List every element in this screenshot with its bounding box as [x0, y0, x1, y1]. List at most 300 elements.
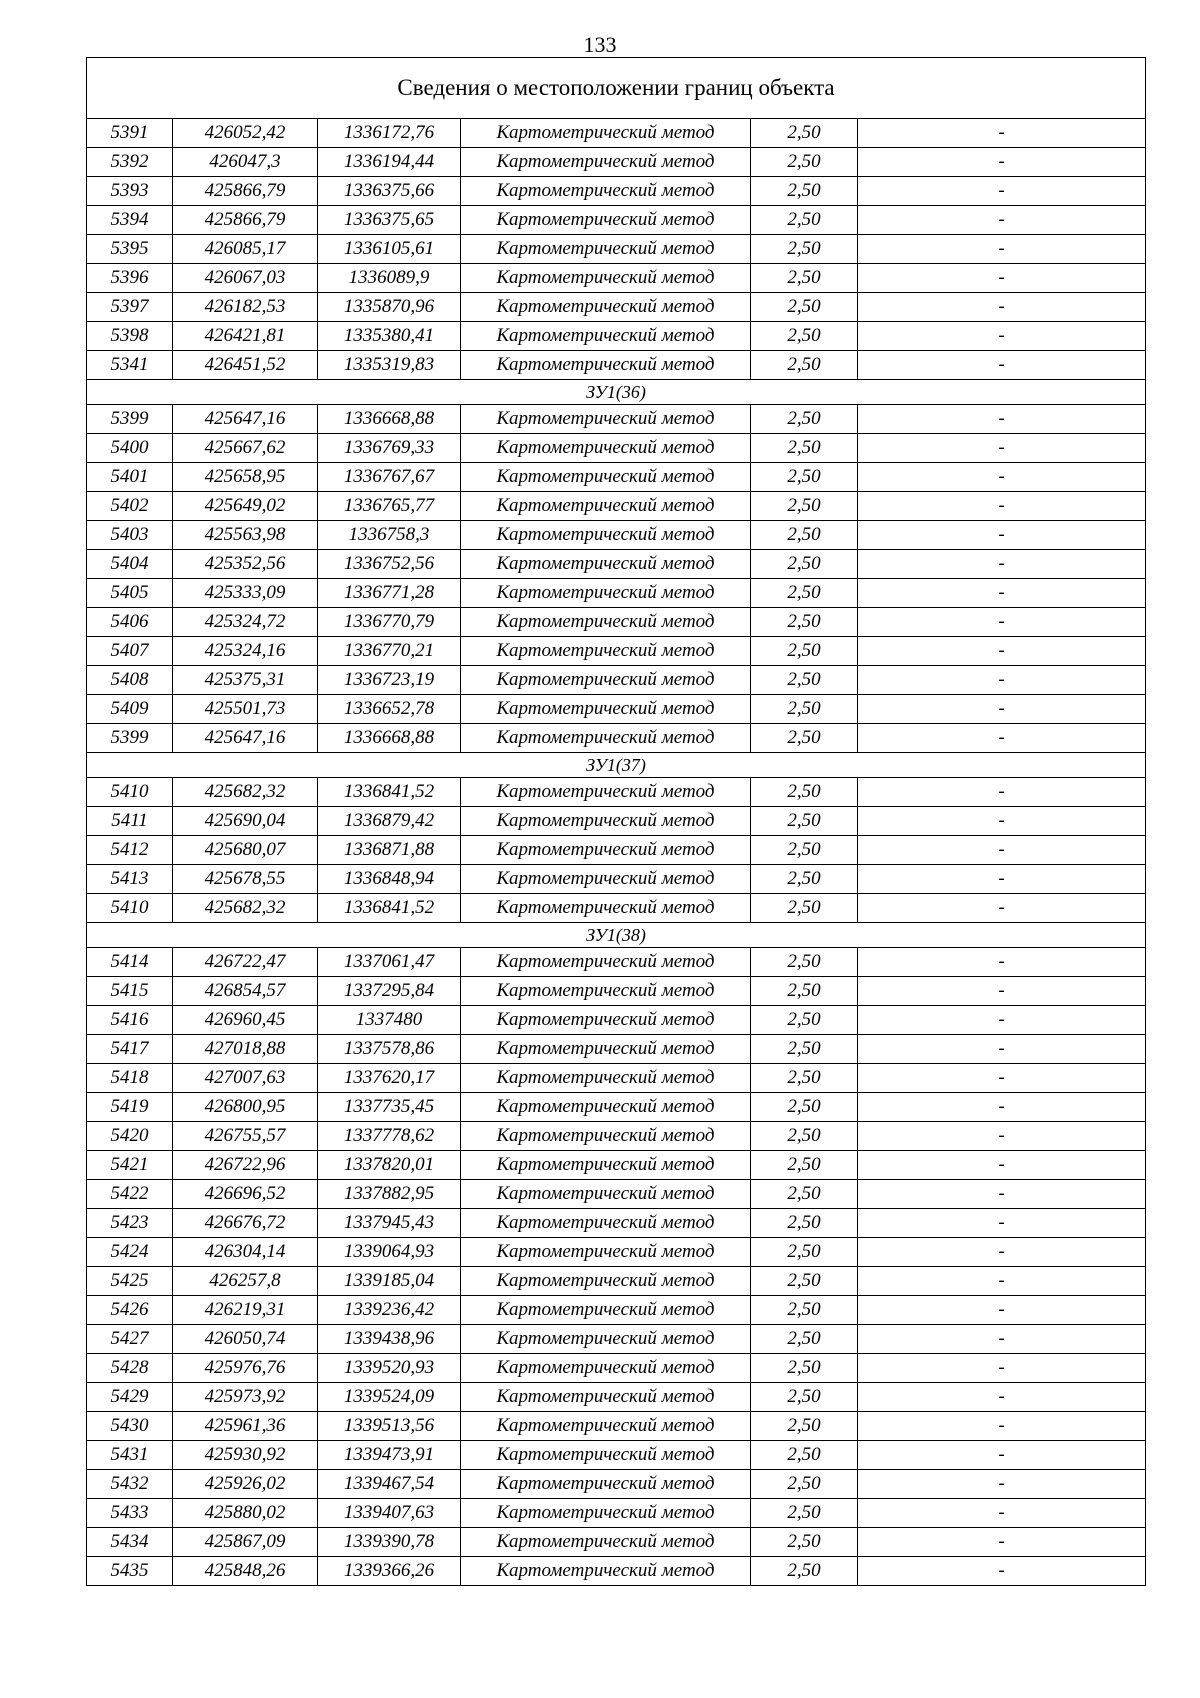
method-cell: Картометрический метод — [461, 1209, 751, 1238]
y-coordinate-cell: 1336375,66 — [318, 177, 461, 206]
accuracy-cell: 2,50 — [751, 463, 858, 492]
table-row — [87, 148, 1146, 177]
description-cell: - — [858, 177, 1146, 206]
section-label-row — [87, 923, 1146, 948]
page-number: 133 — [583, 32, 617, 57]
point-number-cell: 5428 — [87, 1354, 173, 1383]
method-cell: Картометрический метод — [461, 177, 751, 206]
description-cell: - — [858, 1093, 1146, 1122]
y-coordinate-cell: 1336769,33 — [318, 434, 461, 463]
point-number-cell: 5430 — [87, 1412, 173, 1441]
description-cell: - — [858, 1122, 1146, 1151]
table-row — [87, 1325, 1146, 1354]
point-number-cell: 5391 — [87, 119, 173, 148]
accuracy-cell: 2,50 — [751, 206, 858, 235]
description-cell: - — [858, 1499, 1146, 1528]
method-cell: Картометрический метод — [461, 1093, 751, 1122]
method-cell: Картометрический метод — [461, 1557, 751, 1586]
point-number-cell: 5408 — [87, 666, 173, 695]
accuracy-cell: 2,50 — [751, 492, 858, 521]
x-coordinate-cell: 426800,95 — [173, 1093, 318, 1122]
description-cell: - — [858, 1325, 1146, 1354]
y-coordinate-cell: 1336105,61 — [318, 235, 461, 264]
accuracy-cell: 2,50 — [751, 521, 858, 550]
method-cell: Картометрический метод — [461, 579, 751, 608]
method-cell: Картометрический метод — [461, 1122, 751, 1151]
method-cell: Картометрический метод — [461, 1383, 751, 1412]
table-row — [87, 1064, 1146, 1093]
accuracy-cell: 2,50 — [751, 637, 858, 666]
point-number-cell: 5431 — [87, 1441, 173, 1470]
section-label: ЗУ1(38) — [87, 923, 1146, 948]
table-row — [87, 865, 1146, 894]
x-coordinate-cell: 425682,32 — [173, 894, 318, 923]
accuracy-cell: 2,50 — [751, 894, 858, 923]
y-coordinate-cell: 1336172,76 — [318, 119, 461, 148]
description-cell: - — [858, 948, 1146, 977]
x-coordinate-cell: 426696,52 — [173, 1180, 318, 1209]
description-cell: - — [858, 637, 1146, 666]
y-coordinate-cell: 1336652,78 — [318, 695, 461, 724]
y-coordinate-cell: 1336723,19 — [318, 666, 461, 695]
description-cell: - — [858, 894, 1146, 923]
point-number-cell: 5409 — [87, 695, 173, 724]
point-number-cell: 5393 — [87, 177, 173, 206]
point-number-cell: 5423 — [87, 1209, 173, 1238]
accuracy-cell: 2,50 — [751, 579, 858, 608]
point-number-cell: 5410 — [87, 778, 173, 807]
table-row — [87, 695, 1146, 724]
method-cell: Картометрический метод — [461, 1354, 751, 1383]
description-cell: - — [858, 1354, 1146, 1383]
x-coordinate-cell: 425930,92 — [173, 1441, 318, 1470]
y-coordinate-cell: 1335319,83 — [318, 351, 461, 380]
point-number-cell: 5394 — [87, 206, 173, 235]
x-coordinate-cell: 425866,79 — [173, 177, 318, 206]
x-coordinate-cell: 425324,72 — [173, 608, 318, 637]
description-cell: - — [858, 264, 1146, 293]
description-cell: - — [858, 148, 1146, 177]
y-coordinate-cell: 1337778,62 — [318, 1122, 461, 1151]
accuracy-cell: 2,50 — [751, 608, 858, 637]
accuracy-cell: 2,50 — [751, 322, 858, 351]
point-number-cell: 5421 — [87, 1151, 173, 1180]
x-coordinate-cell: 426451,52 — [173, 351, 318, 380]
y-coordinate-cell: 1336765,77 — [318, 492, 461, 521]
y-coordinate-cell: 1337735,45 — [318, 1093, 461, 1122]
description-cell: - — [858, 463, 1146, 492]
description-cell: - — [858, 293, 1146, 322]
point-number-cell: 5419 — [87, 1093, 173, 1122]
table-row — [87, 293, 1146, 322]
table-row — [87, 948, 1146, 977]
method-cell: Картометрический метод — [461, 463, 751, 492]
x-coordinate-cell: 425649,02 — [173, 492, 318, 521]
accuracy-cell: 2,50 — [751, 977, 858, 1006]
method-cell: Картометрический метод — [461, 264, 751, 293]
table-row — [87, 1267, 1146, 1296]
accuracy-cell: 2,50 — [751, 264, 858, 293]
y-coordinate-cell: 1336668,88 — [318, 724, 461, 753]
table-row — [87, 1035, 1146, 1064]
table-row — [87, 778, 1146, 807]
x-coordinate-cell: 425682,32 — [173, 778, 318, 807]
y-coordinate-cell: 1336770,79 — [318, 608, 461, 637]
table-row — [87, 1383, 1146, 1412]
y-coordinate-cell: 1339185,04 — [318, 1267, 461, 1296]
y-coordinate-cell: 1339390,78 — [318, 1528, 461, 1557]
description-cell: - — [858, 351, 1146, 380]
point-number-cell: 5422 — [87, 1180, 173, 1209]
accuracy-cell: 2,50 — [751, 778, 858, 807]
y-coordinate-cell: 1339438,96 — [318, 1325, 461, 1354]
method-cell: Картометрический метод — [461, 1470, 751, 1499]
y-coordinate-cell: 1336771,28 — [318, 579, 461, 608]
description-cell: - — [858, 1383, 1146, 1412]
method-cell: Картометрический метод — [461, 521, 751, 550]
table-row — [87, 1528, 1146, 1557]
table-row — [87, 322, 1146, 351]
x-coordinate-cell: 425961,36 — [173, 1412, 318, 1441]
accuracy-cell: 2,50 — [751, 550, 858, 579]
accuracy-cell: 2,50 — [751, 1470, 858, 1499]
accuracy-cell: 2,50 — [751, 1412, 858, 1441]
description-cell: - — [858, 521, 1146, 550]
point-number-cell: 5401 — [87, 463, 173, 492]
method-cell: Картометрический метод — [461, 1296, 751, 1325]
x-coordinate-cell: 425658,95 — [173, 463, 318, 492]
x-coordinate-cell: 425678,55 — [173, 865, 318, 894]
table-row — [87, 836, 1146, 865]
point-number-cell: 5426 — [87, 1296, 173, 1325]
accuracy-cell: 2,50 — [751, 1383, 858, 1412]
method-cell: Картометрический метод — [461, 608, 751, 637]
method-cell: Картометрический метод — [461, 1151, 751, 1180]
accuracy-cell: 2,50 — [751, 434, 858, 463]
description-cell: - — [858, 1006, 1146, 1035]
accuracy-cell: 2,50 — [751, 405, 858, 434]
table-row — [87, 977, 1146, 1006]
description-cell: - — [858, 977, 1146, 1006]
y-coordinate-cell: 1336752,56 — [318, 550, 461, 579]
table-row — [87, 1354, 1146, 1383]
x-coordinate-cell: 425333,09 — [173, 579, 318, 608]
table-row — [87, 1470, 1146, 1499]
accuracy-cell: 2,50 — [751, 1441, 858, 1470]
method-cell: Картометрический метод — [461, 550, 751, 579]
x-coordinate-cell: 427018,88 — [173, 1035, 318, 1064]
accuracy-cell: 2,50 — [751, 1122, 858, 1151]
table-row — [87, 1499, 1146, 1528]
table-row — [87, 579, 1146, 608]
x-coordinate-cell: 426854,57 — [173, 977, 318, 1006]
point-number-cell: 5405 — [87, 579, 173, 608]
x-coordinate-cell: 425926,02 — [173, 1470, 318, 1499]
x-coordinate-cell: 427007,63 — [173, 1064, 318, 1093]
accuracy-cell: 2,50 — [751, 293, 858, 322]
method-cell: Картометрический метод — [461, 977, 751, 1006]
accuracy-cell: 2,50 — [751, 1035, 858, 1064]
method-cell: Картометрический метод — [461, 666, 751, 695]
x-coordinate-cell: 426676,72 — [173, 1209, 318, 1238]
accuracy-cell: 2,50 — [751, 119, 858, 148]
description-cell: - — [858, 1528, 1146, 1557]
y-coordinate-cell: 1339513,56 — [318, 1412, 461, 1441]
method-cell: Картометрический метод — [461, 293, 751, 322]
table-row — [87, 608, 1146, 637]
y-coordinate-cell: 1336767,67 — [318, 463, 461, 492]
x-coordinate-cell: 425375,31 — [173, 666, 318, 695]
accuracy-cell: 2,50 — [751, 1151, 858, 1180]
y-coordinate-cell: 1337820,01 — [318, 1151, 461, 1180]
accuracy-cell: 2,50 — [751, 1267, 858, 1296]
table-row — [87, 177, 1146, 206]
method-cell: Картометрический метод — [461, 1006, 751, 1035]
method-cell: Картометрический метод — [461, 894, 751, 923]
description-cell: - — [858, 1035, 1146, 1064]
point-number-cell: 5429 — [87, 1383, 173, 1412]
y-coordinate-cell: 1337480 — [318, 1006, 461, 1035]
x-coordinate-cell: 425667,62 — [173, 434, 318, 463]
point-number-cell: 5398 — [87, 322, 173, 351]
description-cell: - — [858, 1412, 1146, 1441]
method-cell: Картометрический метод — [461, 1267, 751, 1296]
accuracy-cell: 2,50 — [751, 948, 858, 977]
table-row — [87, 1093, 1146, 1122]
point-number-cell: 5410 — [87, 894, 173, 923]
table-row — [87, 492, 1146, 521]
table-row — [87, 351, 1146, 380]
y-coordinate-cell: 1336375,65 — [318, 206, 461, 235]
table-row — [87, 1006, 1146, 1035]
accuracy-cell: 2,50 — [751, 148, 858, 177]
y-coordinate-cell: 1337578,86 — [318, 1035, 461, 1064]
y-coordinate-cell: 1336770,21 — [318, 637, 461, 666]
point-number-cell: 5435 — [87, 1557, 173, 1586]
y-coordinate-cell: 1337620,17 — [318, 1064, 461, 1093]
point-number-cell: 5434 — [87, 1528, 173, 1557]
point-number-cell: 5407 — [87, 637, 173, 666]
table-title-row — [87, 58, 1146, 119]
point-number-cell: 5427 — [87, 1325, 173, 1354]
point-number-cell: 5425 — [87, 1267, 173, 1296]
y-coordinate-cell: 1336668,88 — [318, 405, 461, 434]
point-number-cell: 5341 — [87, 351, 173, 380]
table-row — [87, 724, 1146, 753]
table-body — [87, 58, 1146, 1586]
y-coordinate-cell: 1337295,84 — [318, 977, 461, 1006]
accuracy-cell: 2,50 — [751, 1209, 858, 1238]
point-number-cell: 5412 — [87, 836, 173, 865]
y-coordinate-cell: 1339473,91 — [318, 1441, 461, 1470]
point-number-cell: 5432 — [87, 1470, 173, 1499]
description-cell: - — [858, 1064, 1146, 1093]
method-cell: Картометрический метод — [461, 434, 751, 463]
table-row — [87, 119, 1146, 148]
y-coordinate-cell: 1336841,52 — [318, 778, 461, 807]
table-title: Сведения о местоположении границ объекта — [87, 58, 1146, 119]
description-cell: - — [858, 235, 1146, 264]
y-coordinate-cell: 1336841,52 — [318, 894, 461, 923]
point-number-cell: 5395 — [87, 235, 173, 264]
point-number-cell: 5417 — [87, 1035, 173, 1064]
accuracy-cell: 2,50 — [751, 1557, 858, 1586]
point-number-cell: 5413 — [87, 865, 173, 894]
x-coordinate-cell: 425501,73 — [173, 695, 318, 724]
table-row — [87, 807, 1146, 836]
description-cell: - — [858, 119, 1146, 148]
description-cell: - — [858, 492, 1146, 521]
y-coordinate-cell: 1339467,54 — [318, 1470, 461, 1499]
table-row — [87, 405, 1146, 434]
x-coordinate-cell: 426219,31 — [173, 1296, 318, 1325]
x-coordinate-cell: 425563,98 — [173, 521, 318, 550]
y-coordinate-cell: 1335870,96 — [318, 293, 461, 322]
table-row — [87, 894, 1146, 923]
table-row — [87, 1441, 1146, 1470]
accuracy-cell: 2,50 — [751, 865, 858, 894]
method-cell: Картометрический метод — [461, 492, 751, 521]
method-cell: Картометрический метод — [461, 1441, 751, 1470]
y-coordinate-cell: 1336848,94 — [318, 865, 461, 894]
y-coordinate-cell: 1339366,26 — [318, 1557, 461, 1586]
point-number-cell: 5397 — [87, 293, 173, 322]
table-row — [87, 1209, 1146, 1238]
method-cell: Картометрический метод — [461, 1499, 751, 1528]
y-coordinate-cell: 1336758,3 — [318, 521, 461, 550]
table-row — [87, 1122, 1146, 1151]
x-coordinate-cell: 425880,02 — [173, 1499, 318, 1528]
x-coordinate-cell: 426085,17 — [173, 235, 318, 264]
x-coordinate-cell: 425352,56 — [173, 550, 318, 579]
accuracy-cell: 2,50 — [751, 1180, 858, 1209]
description-cell: - — [858, 666, 1146, 695]
accuracy-cell: 2,50 — [751, 235, 858, 264]
x-coordinate-cell: 425866,79 — [173, 206, 318, 235]
table-row — [87, 666, 1146, 695]
table-row — [87, 1238, 1146, 1267]
x-coordinate-cell: 425973,92 — [173, 1383, 318, 1412]
description-cell: - — [858, 1470, 1146, 1499]
table-row — [87, 550, 1146, 579]
method-cell: Картометрический метод — [461, 1528, 751, 1557]
method-cell: Картометрический метод — [461, 1238, 751, 1267]
accuracy-cell: 2,50 — [751, 807, 858, 836]
method-cell: Картометрический метод — [461, 807, 751, 836]
method-cell: Картометрический метод — [461, 1325, 751, 1354]
x-coordinate-cell: 425867,09 — [173, 1528, 318, 1557]
point-number-cell: 5433 — [87, 1499, 173, 1528]
y-coordinate-cell: 1336871,88 — [318, 836, 461, 865]
y-coordinate-cell: 1337945,43 — [318, 1209, 461, 1238]
accuracy-cell: 2,50 — [751, 836, 858, 865]
x-coordinate-cell: 426960,45 — [173, 1006, 318, 1035]
section-label: ЗУ1(36) — [87, 380, 1146, 405]
method-cell: Картометрический метод — [461, 148, 751, 177]
x-coordinate-cell: 425647,16 — [173, 724, 318, 753]
description-cell: - — [858, 807, 1146, 836]
method-cell: Картометрический метод — [461, 119, 751, 148]
y-coordinate-cell: 1339407,63 — [318, 1499, 461, 1528]
point-number-cell: 5415 — [87, 977, 173, 1006]
x-coordinate-cell: 425976,76 — [173, 1354, 318, 1383]
description-cell: - — [858, 695, 1146, 724]
section-label-row — [87, 753, 1146, 778]
table-row — [87, 434, 1146, 463]
x-coordinate-cell: 425324,16 — [173, 637, 318, 666]
description-cell: - — [858, 1180, 1146, 1209]
x-coordinate-cell: 426052,42 — [173, 119, 318, 148]
point-number-cell: 5416 — [87, 1006, 173, 1035]
description-cell: - — [858, 1441, 1146, 1470]
x-coordinate-cell: 425690,04 — [173, 807, 318, 836]
accuracy-cell: 2,50 — [751, 1354, 858, 1383]
x-coordinate-cell: 426047,3 — [173, 148, 318, 177]
x-coordinate-cell: 426421,81 — [173, 322, 318, 351]
accuracy-cell: 2,50 — [751, 1238, 858, 1267]
description-cell: - — [858, 405, 1146, 434]
description-cell: - — [858, 778, 1146, 807]
description-cell: - — [858, 206, 1146, 235]
y-coordinate-cell: 1339524,09 — [318, 1383, 461, 1412]
method-cell: Картометрический метод — [461, 1035, 751, 1064]
y-coordinate-cell: 1336879,42 — [318, 807, 461, 836]
point-number-cell: 5400 — [87, 434, 173, 463]
description-cell: - — [858, 322, 1146, 351]
method-cell: Картометрический метод — [461, 948, 751, 977]
boundary-table — [86, 57, 1146, 1586]
accuracy-cell: 2,50 — [751, 1499, 858, 1528]
x-coordinate-cell: 426722,96 — [173, 1151, 318, 1180]
point-number-cell: 5406 — [87, 608, 173, 637]
point-number-cell: 5396 — [87, 264, 173, 293]
section-label-row — [87, 380, 1146, 405]
description-cell: - — [858, 608, 1146, 637]
accuracy-cell: 2,50 — [751, 1093, 858, 1122]
accuracy-cell: 2,50 — [751, 1528, 858, 1557]
point-number-cell: 5399 — [87, 405, 173, 434]
y-coordinate-cell: 1337882,95 — [318, 1180, 461, 1209]
table-row — [87, 521, 1146, 550]
description-cell: - — [858, 1151, 1146, 1180]
point-number-cell: 5392 — [87, 148, 173, 177]
method-cell: Картометрический метод — [461, 1180, 751, 1209]
accuracy-cell: 2,50 — [751, 1296, 858, 1325]
method-cell: Картометрический метод — [461, 865, 751, 894]
point-number-cell: 5418 — [87, 1064, 173, 1093]
description-cell: - — [858, 1296, 1146, 1325]
table-row — [87, 463, 1146, 492]
y-coordinate-cell: 1339236,42 — [318, 1296, 461, 1325]
description-cell: - — [858, 1238, 1146, 1267]
description-cell: - — [858, 1267, 1146, 1296]
method-cell: Картометрический метод — [461, 778, 751, 807]
method-cell: Картометрический метод — [461, 695, 751, 724]
table-row — [87, 1296, 1146, 1325]
description-cell: - — [858, 724, 1146, 753]
y-coordinate-cell: 1336089,9 — [318, 264, 461, 293]
method-cell: Картометрический метод — [461, 1064, 751, 1093]
x-coordinate-cell: 426050,74 — [173, 1325, 318, 1354]
accuracy-cell: 2,50 — [751, 1006, 858, 1035]
x-coordinate-cell: 426755,57 — [173, 1122, 318, 1151]
point-number-cell: 5402 — [87, 492, 173, 521]
table-row — [87, 264, 1146, 293]
table-row — [87, 1151, 1146, 1180]
description-cell: - — [858, 550, 1146, 579]
accuracy-cell: 2,50 — [751, 177, 858, 206]
y-coordinate-cell: 1335380,41 — [318, 322, 461, 351]
